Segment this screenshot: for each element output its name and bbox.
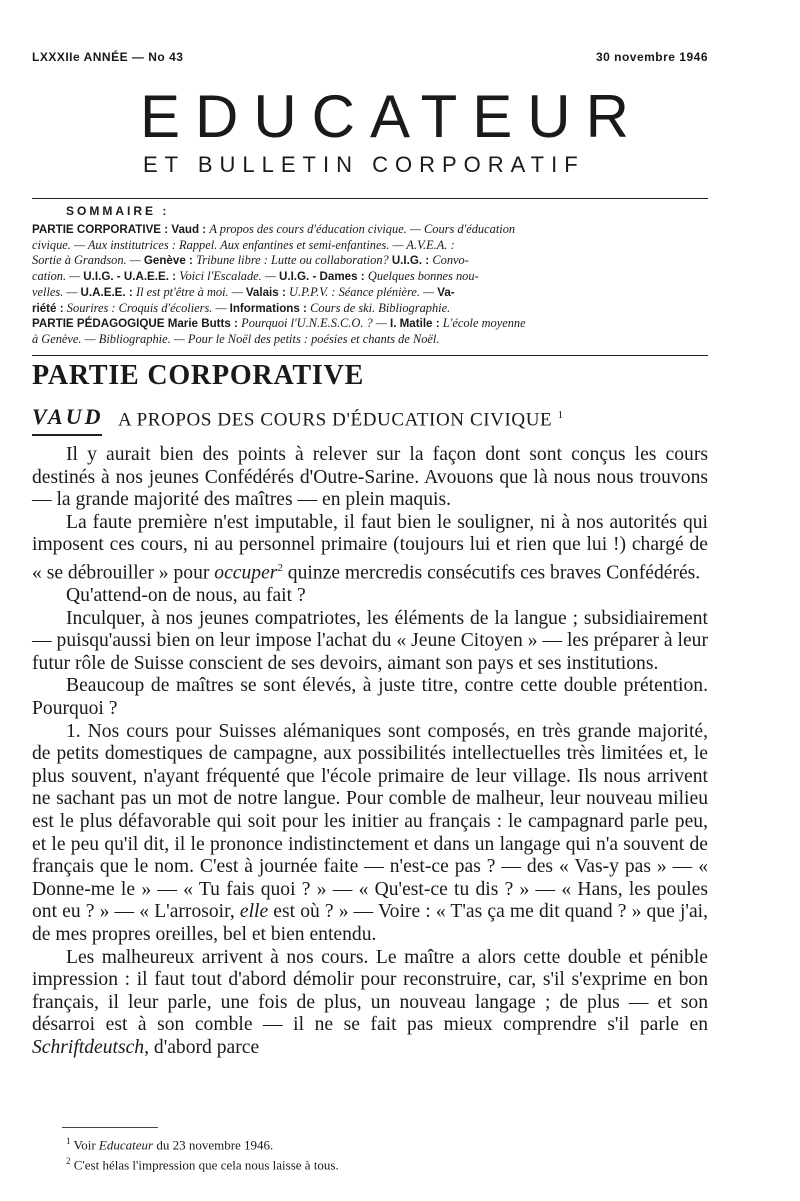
summary-section-label: Informations : <box>229 301 311 315</box>
article-paragraph <box>32 675 708 720</box>
summary-section-label: PARTIE CORPORATIVE : Vaud : <box>32 223 210 236</box>
summary-entry: civique. — Aux institutrices : Rappel. Aux enfantines et semi-enfantines. — A.V.E.A. : <box>32 237 455 252</box>
issue-number: LXXXIIe ANNÉE — No 43 <box>32 50 184 64</box>
summary-title: SOMMAIRE : <box>66 204 170 218</box>
summary-section-label: U.I.G. - U.A.E.E. : <box>83 269 180 283</box>
summary-entry: Sourires : Croquis d'écoliers. — <box>66 300 230 315</box>
summary-section-label: U.I.G. : <box>391 253 433 267</box>
journal-title: EDUCATEUR <box>140 83 644 150</box>
summary-line <box>32 285 708 301</box>
footnote <box>66 1153 626 1173</box>
footnotes <box>66 1133 626 1174</box>
paragraph-text: Il y aurait bien des points à relever sur la façon dont sont conçus les cours destinés à nos jeunes Confédérés d'Outre-Sarine. Avouons que là nous nous trouvons — la grande majorité des maîtres — en plein maquis. <box>32 444 708 511</box>
paragraph-emphasis: occuper <box>214 562 278 584</box>
footnote <box>66 1133 626 1153</box>
article-title-text: A PROPOS DES COURS D'ÉDUCATION CIVIQUE <box>118 409 553 431</box>
summary-entry: Tribune libre : Lutte ou collaboration? <box>196 252 392 267</box>
article-title-note: 1 <box>557 409 564 421</box>
summary-entry: Voici l'Escalade. — <box>179 268 279 283</box>
paragraph-emphasis: Schriftdeutsch <box>32 1036 145 1058</box>
canton-label: VAUD <box>32 404 104 429</box>
paragraph-text: Les malheureux arrivent à nos cours. Le maître a alors cette double et pénible impression : il faut tout d'abord démolir pour reconstruire, car, s'il s'exprime en bon français, il leur parle, une fois de plus, un nouveau langage ; de plus — et son désarroi est à son comble — il ne se fait pas mieux comprendre s'il parle en <box>32 946 708 1036</box>
paragraph-emphasis: elle <box>239 901 269 923</box>
summary-entry: Il est pt'être à moi. — <box>135 284 246 299</box>
summary-section-label: Va- <box>437 285 455 299</box>
article-paragraph <box>32 947 708 1060</box>
footnote-text: C'est hélas l'impression que cela nous laisse à tous. <box>73 1157 339 1173</box>
article-body <box>32 444 708 1060</box>
summary-section-label: U.I.G. - Dames : <box>278 269 368 283</box>
summary-entry: L'école moyenne <box>442 316 526 331</box>
article-title <box>118 409 564 431</box>
paragraph-text: est où ? » — Voire : « T'as ça me dit quand ? » que j'ai, de mes propres oreilles, bel et bien entendu. <box>32 901 708 945</box>
summary-top-rule <box>32 198 708 199</box>
footnote-emphasis: Educateur <box>98 1137 154 1153</box>
summary-line <box>32 301 708 317</box>
article-paragraph <box>32 608 708 676</box>
summary-line <box>32 238 708 253</box>
paragraph-text: Qu'attend-on de nous, au fait ? <box>66 585 306 607</box>
issue-date: 30 novembre 1946 <box>595 50 708 64</box>
table-of-contents <box>32 222 708 347</box>
summary-section-label: PARTIE PÉDAGOGIQUE Marie Butts : <box>32 317 242 331</box>
summary-entry: à Genève. — Bibliographie. — Pour le Noël des petits : poésies et chants de Noël. <box>32 332 440 347</box>
footnote-rule <box>62 1127 158 1128</box>
summary-section-label: I. Matile : <box>389 317 443 331</box>
summary-line <box>32 222 708 238</box>
article-paragraph <box>32 512 708 585</box>
paragraph-text: 1. Nos cours pour Suisses alémaniques sont composés, en très grande majorité, de petits domestiques de campagne, aux possibilités intellectuelles très limitées et, le plus souvent, n'ayant fréquenté que l'école primaire de leur village. Ils nous arrivent ne sachant pas un mot de notre langue. Pour comble de malheur, leur nouveau milieu est le plus défavorable qui soit pour les initier au français : le campagnard parle peu, et le peu qu'il dit, il le prononce indistinctement et dans un langage qui n'a souvent de français que le nom. C'est à journée faite — n'est-ce pas ? — des « Vas-y pas » — « Donne-me le » — « Tu fais quoi ? » — « Qu'est-ce tu dis ? » — « Hans, les poules ont eu ? » — « L'arrosoir, <box>32 720 708 923</box>
paragraph-text: , d'abord parce <box>144 1036 260 1058</box>
summary-section-label: Genève : <box>143 253 197 267</box>
summary-section-label: Valais : <box>245 285 290 299</box>
summary-line <box>32 269 708 285</box>
summary-entry: Pourquoi l'U.N.E.S.C.O. ? — <box>241 316 390 331</box>
footnote-ref: 2 <box>277 561 283 574</box>
summary-entry: A propos des cours d'éducation civique. — Cours d'éducation <box>209 222 516 236</box>
summary-entry: velles. — <box>32 284 81 299</box>
summary-entry: Quelques bonnes nou- <box>367 268 479 283</box>
summary-line <box>32 316 708 332</box>
summary-section-label: U.A.E.E. : <box>80 285 136 299</box>
paragraph-text: quinze mercredis consécutifs ces braves Confédérés. <box>282 562 701 584</box>
paragraph-text: Beaucoup de maîtres se sont élevés, à juste titre, contre cette double prétention. Pourquoi ? <box>32 675 708 720</box>
footnote-text: du 23 novembre 1946. <box>153 1137 274 1153</box>
footnote-text: Voir <box>73 1137 99 1153</box>
article-paragraph <box>32 444 708 512</box>
paragraph-text: Inculquer, à nos jeunes compatriotes, les éléments de la langue ; subsidiairement — puisqu'aussi bien on leur impose l'achat du « Jeune Citoyen » — les préparer à leur futur rôle de Suisse conscient de ses devoirs, aimant son pays et ses institutions. <box>32 607 708 674</box>
article-paragraph <box>32 585 708 608</box>
article-paragraph <box>32 721 708 947</box>
footnote-number: 1 <box>66 1136 71 1146</box>
summary-entry: U.P.P.V. : Séance plénière. — <box>289 284 438 299</box>
summary-entry: cation. — <box>32 268 84 283</box>
footnote-number: 2 <box>66 1156 71 1167</box>
summary-line <box>32 332 708 347</box>
article-header <box>32 402 708 436</box>
summary-entry: Sortie à Grandson. — <box>32 252 144 267</box>
summary-section-label: riété : <box>32 301 67 315</box>
journal-subtitle: ET BULLETIN CORPORATIF <box>143 152 585 177</box>
summary-bottom-rule <box>32 355 708 356</box>
canton-underline <box>32 434 102 436</box>
section-heading: PARTIE CORPORATIVE <box>32 360 365 391</box>
paragraph-text: La faute première n'est imputable, il faut bien le souligner, ni à nos autorités qui imposent ces cours, ni au personnel primaire (toujours lui et rien que lui !) chargé de « se débrouiller » pour <box>32 511 708 584</box>
summary-line <box>32 253 708 269</box>
summary-entry: Cours de ski. Bibliographie. <box>310 300 451 315</box>
summary-entry: Convo- <box>432 252 469 267</box>
